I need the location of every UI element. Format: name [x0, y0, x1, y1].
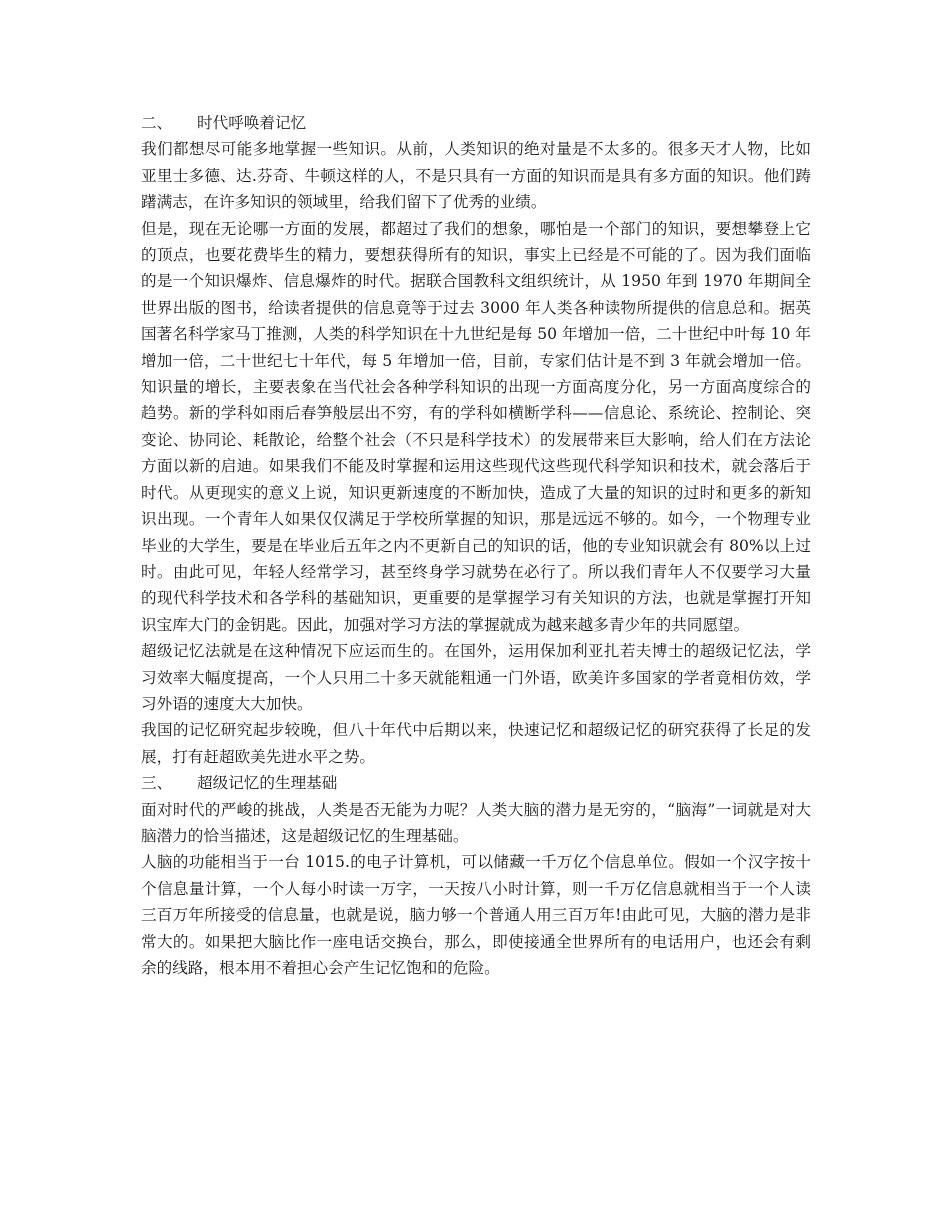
section-2-heading — [141, 110, 811, 136]
section-3 — [141, 770, 811, 981]
section-2-number: 二、 — [141, 114, 173, 132]
section-3-title: 超级记忆的生理基础 — [197, 774, 338, 793]
section-3-heading — [141, 770, 811, 796]
section-3-paragraph-1: 面对时代的严峻的挑战，人类是否无能为力呢？人类大脑的潜力是无穷的，“脑海”一词就是对大脑潜力的恰当描述，这是超级记忆的生理基础。 — [141, 800, 811, 845]
section-2-title: 时代呼唤着记忆 — [197, 114, 307, 132]
section-3-paragraph-2: 人脑的功能相当于一台 1015.的电子计算机，可以储藏一千万亿个信息单位。假如一个汉字按十个信息量计算，一个人每小时读一万字，一天按八小时计算，则一千万亿信息就相当于一个人读三百万年所接受的信息量，也就是说，脑力够一个普通人用三百万年!由此可见，大脑的潜力是非常大的。如果把大脑比作一座电话交换台，那么，即使接通全世界所有的电话用户，也还会有剩余的线路，根本用不着担心会产生记忆饱和的危险。 — [141, 853, 811, 977]
section-2-paragraph-2: 但是，现在无论哪一方面的发展，都超过了我们的想象，哪怕是一个部门的知识，要想攀登上它的顶点，也要花费毕生的精力，要想获得所有的知识，事实上已经是不可能的了。因为我们面临的是一个知识爆炸、信息爆炸的时代。据联合国教科文组织统计，从 1950 年到 1970 年期间全世界出版的图书，给读者提供的信息竟等于过去 3000 年人类各种读物所提供的信息总和。据英国著名科学家马丁推测，人类的科学知识在十九世纪是每 50 年增加一倍，二十世纪中叶每 10 年增加一倍，二十世纪七十年代，每 5 年增加一倍，目前，专家们估计是不到 3 年就会增加一倍。知识量的增长，主要表象在当代社会各种学科知识的出现一方面高度分化，另一方面高度综合的趋势。新的学科如雨后春笋般层出不穷，有的学科如横断学科——信息论、系统论、控制论、突变论、协同论、耗散论，给整个社会（不只是科学技术）的发展带来巨大影响，给人们在方法论方面以新的启迪。如果我们不能及时掌握和运用这些现代这些现代科学知识和技术，就会落后于时代。从更现实的意义上说，知识更新速度的不断加快，造成了大量的知识的过时和更多的新知识出现。一个青年人如果仅仅满足于学校所掌握的知识，那是远远不够的。如今，一个物理专业毕业的大学生，要是在毕业后五年之内不更新自己的知识的话，他的专业知识就会有 80%以上过时。由此可见，年轻人经常学习，甚至终身学习就势在必行了。所以我们青年人不仅要学习大量的现代科学技术和各学科的基础知识，更重要的是掌握学习有关知识的方法，也就是掌握打开知识宝库大门的金钥匙。因此，加强对学习方法的掌握就成为越来越多青少年的共同愿望。 — [141, 219, 811, 634]
section-2-paragraph-1: 我们都想尽可能多地掌握一些知识。从前，人类知识的绝对量是不太多的。很多天才人物，比如亚里士多德、达.芬奇、牛顿这样的人，不是只具有一方面的知识而是具有多方面的知识。他们踌躇满志，在许多知识的领域里，给我们留下了优秀的业绩。 — [141, 140, 811, 212]
section-2 — [141, 110, 811, 770]
section-2-paragraph-4: 我国的记忆研究起步较晚，但八十年代中后期以来，快速记忆和超级记忆的研究获得了长足的发展，打有赶超欧美先进水平之势。 — [141, 721, 811, 766]
section-2-paragraph-3: 超级记忆法就是在这种情况下应运而生的。在国外，运用保加利亚扎若夫博士的超级记忆法，学习效率大幅度提高，一个人只用二十多天就能粗通一门外语，欧美许多国家的学者竟相仿效，学习外语的速度大大加快。 — [141, 642, 811, 713]
document-page — [141, 110, 811, 981]
section-3-number: 三、 — [141, 774, 173, 793]
